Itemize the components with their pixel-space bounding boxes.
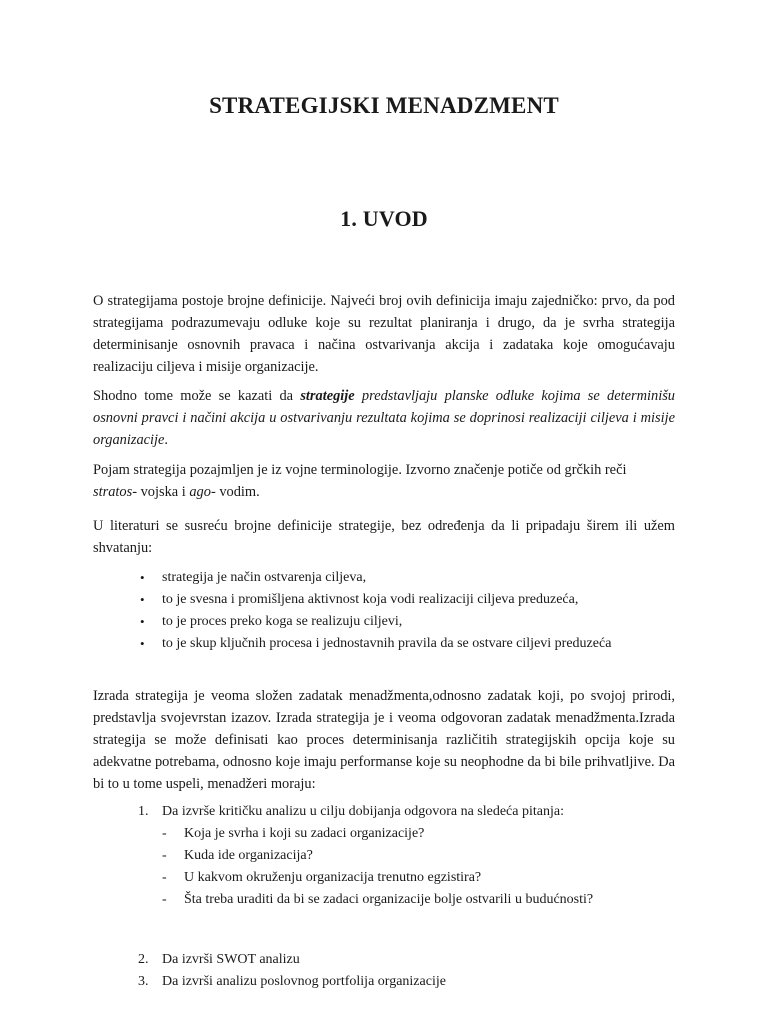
list-item-text: to je svesna i promišljena aktivnost koja vodi realizaciji ciljeva preduzeća, xyxy=(162,592,579,607)
definition-italic: predstavljaju planske odluke kojima se determinišu osnovni pravci i načini akcija u ostvarivanju rezultata kojima se doprinosi realizaciji ciljeva i misije organizacije xyxy=(93,388,675,448)
paragraph-etymology xyxy=(93,459,675,503)
dash-icon: - xyxy=(162,892,167,907)
list-item-text: Koja je svrha i koji su zadaci organizacije? xyxy=(184,826,425,841)
question-list xyxy=(162,823,675,911)
paragraph-prefix: Shodno tome može se kazati da xyxy=(93,388,301,404)
list-item xyxy=(93,567,675,589)
section-heading: 1. UVOD xyxy=(340,206,428,231)
list-item-text: Da izvrše kritičku analizu u cilju dobijanja odgovora na sledeća pitanja: xyxy=(162,804,564,819)
numbered-list-step-1 xyxy=(93,801,675,911)
list-item xyxy=(93,589,675,611)
definition-bullet-list xyxy=(93,567,675,655)
paragraph-definitions: O strategijama postoje brojne definicije. Najveći broj ovih definicija imaju zajedničko: prvo, da pod strategijama podrazumevaju odluke koje su rezultat planiranja i drugo, da je svrha strategija determinisanje osnovnih pravaca i načina ostvarivanja akcija i zadataka koje omogućavaju realizaciju ciljeva i misije organizacije. xyxy=(93,293,675,375)
bullet-icon: • xyxy=(140,614,145,629)
list-item-text: Kuda ide organizacija? xyxy=(184,848,313,863)
bullet-icon: • xyxy=(140,592,145,607)
list-item-text: Da izvrši analizu poslovnog portfolija organizacije xyxy=(162,974,446,989)
list-item xyxy=(162,889,675,911)
list-item-text: to je skup ključnih procesa i jednostavnih pravila da se ostvare ciljevi preduzeća xyxy=(162,636,612,651)
list-item-text: Da izvrši SWOT analizu xyxy=(162,952,300,967)
term-stratos-gloss: - vojska i xyxy=(132,484,190,500)
dash-icon: - xyxy=(162,848,167,863)
term-ago: ago xyxy=(189,484,211,500)
paragraph-strategy-creation: Izrada strategija je veoma složen zadatak menadžmenta,odnosno zadatak koji, po svojoj prirodi, predstavlja svojevrstan izazov. Izrada strategija je i veoma odgovoran zadatak menadžmenta.Izrada strategija se može definisati kao proces determinisanja različitih strategijskih opcija koje su adekvatne potrebama, odnosno koje imaju performanse koje su neophodne da bi bile prihvatljive. Da bi to u tome uspeli, menadžeri moraju: xyxy=(93,688,675,792)
list-item xyxy=(93,971,675,993)
list-item-text: to je proces preko koga se realizuju ciljevi, xyxy=(162,614,403,629)
document-title: STRATEGIJSKI MENADZMENT xyxy=(209,93,559,118)
term-strategije: strategije xyxy=(300,388,355,404)
list-item xyxy=(93,633,675,655)
dash-icon: - xyxy=(162,826,167,841)
bullet-icon: • xyxy=(140,636,145,651)
list-item xyxy=(162,867,675,889)
numbered-list-steps-2-3 xyxy=(93,949,675,993)
list-item xyxy=(162,823,675,845)
list-number: 1. xyxy=(138,804,149,819)
list-item-text: strategija je način ostvarenja ciljeva, xyxy=(162,570,367,585)
list-item xyxy=(93,611,675,633)
list-item xyxy=(93,949,675,971)
bullet-icon: • xyxy=(140,570,145,585)
list-item xyxy=(93,801,675,911)
paragraph-suffix: . xyxy=(164,432,169,448)
list-item-text: Šta treba uraditi da bi se zadaci organizacije bolje ostvarili u budućnosti? xyxy=(184,892,594,907)
term-ago-gloss: - vodim. xyxy=(210,484,260,500)
list-number: 2. xyxy=(138,952,149,967)
term-stratos: stratos xyxy=(93,484,133,500)
list-item xyxy=(162,845,675,867)
paragraph-literature: U literaturi se susreću brojne definicije strategije, bez određenja da li pripadaju širem ili užem shvatanju: xyxy=(93,518,675,556)
etymology-text: Pojam strategija pozajmljen je iz vojne terminologije. Izvorno značenje potiče od grčkih reči xyxy=(93,462,627,478)
dash-icon: - xyxy=(162,870,167,885)
list-item-text: U kakvom okruženju organizacija trenutno egzistira? xyxy=(184,870,482,885)
paragraph-strategy-definition xyxy=(93,385,675,451)
list-number: 3. xyxy=(138,974,149,989)
